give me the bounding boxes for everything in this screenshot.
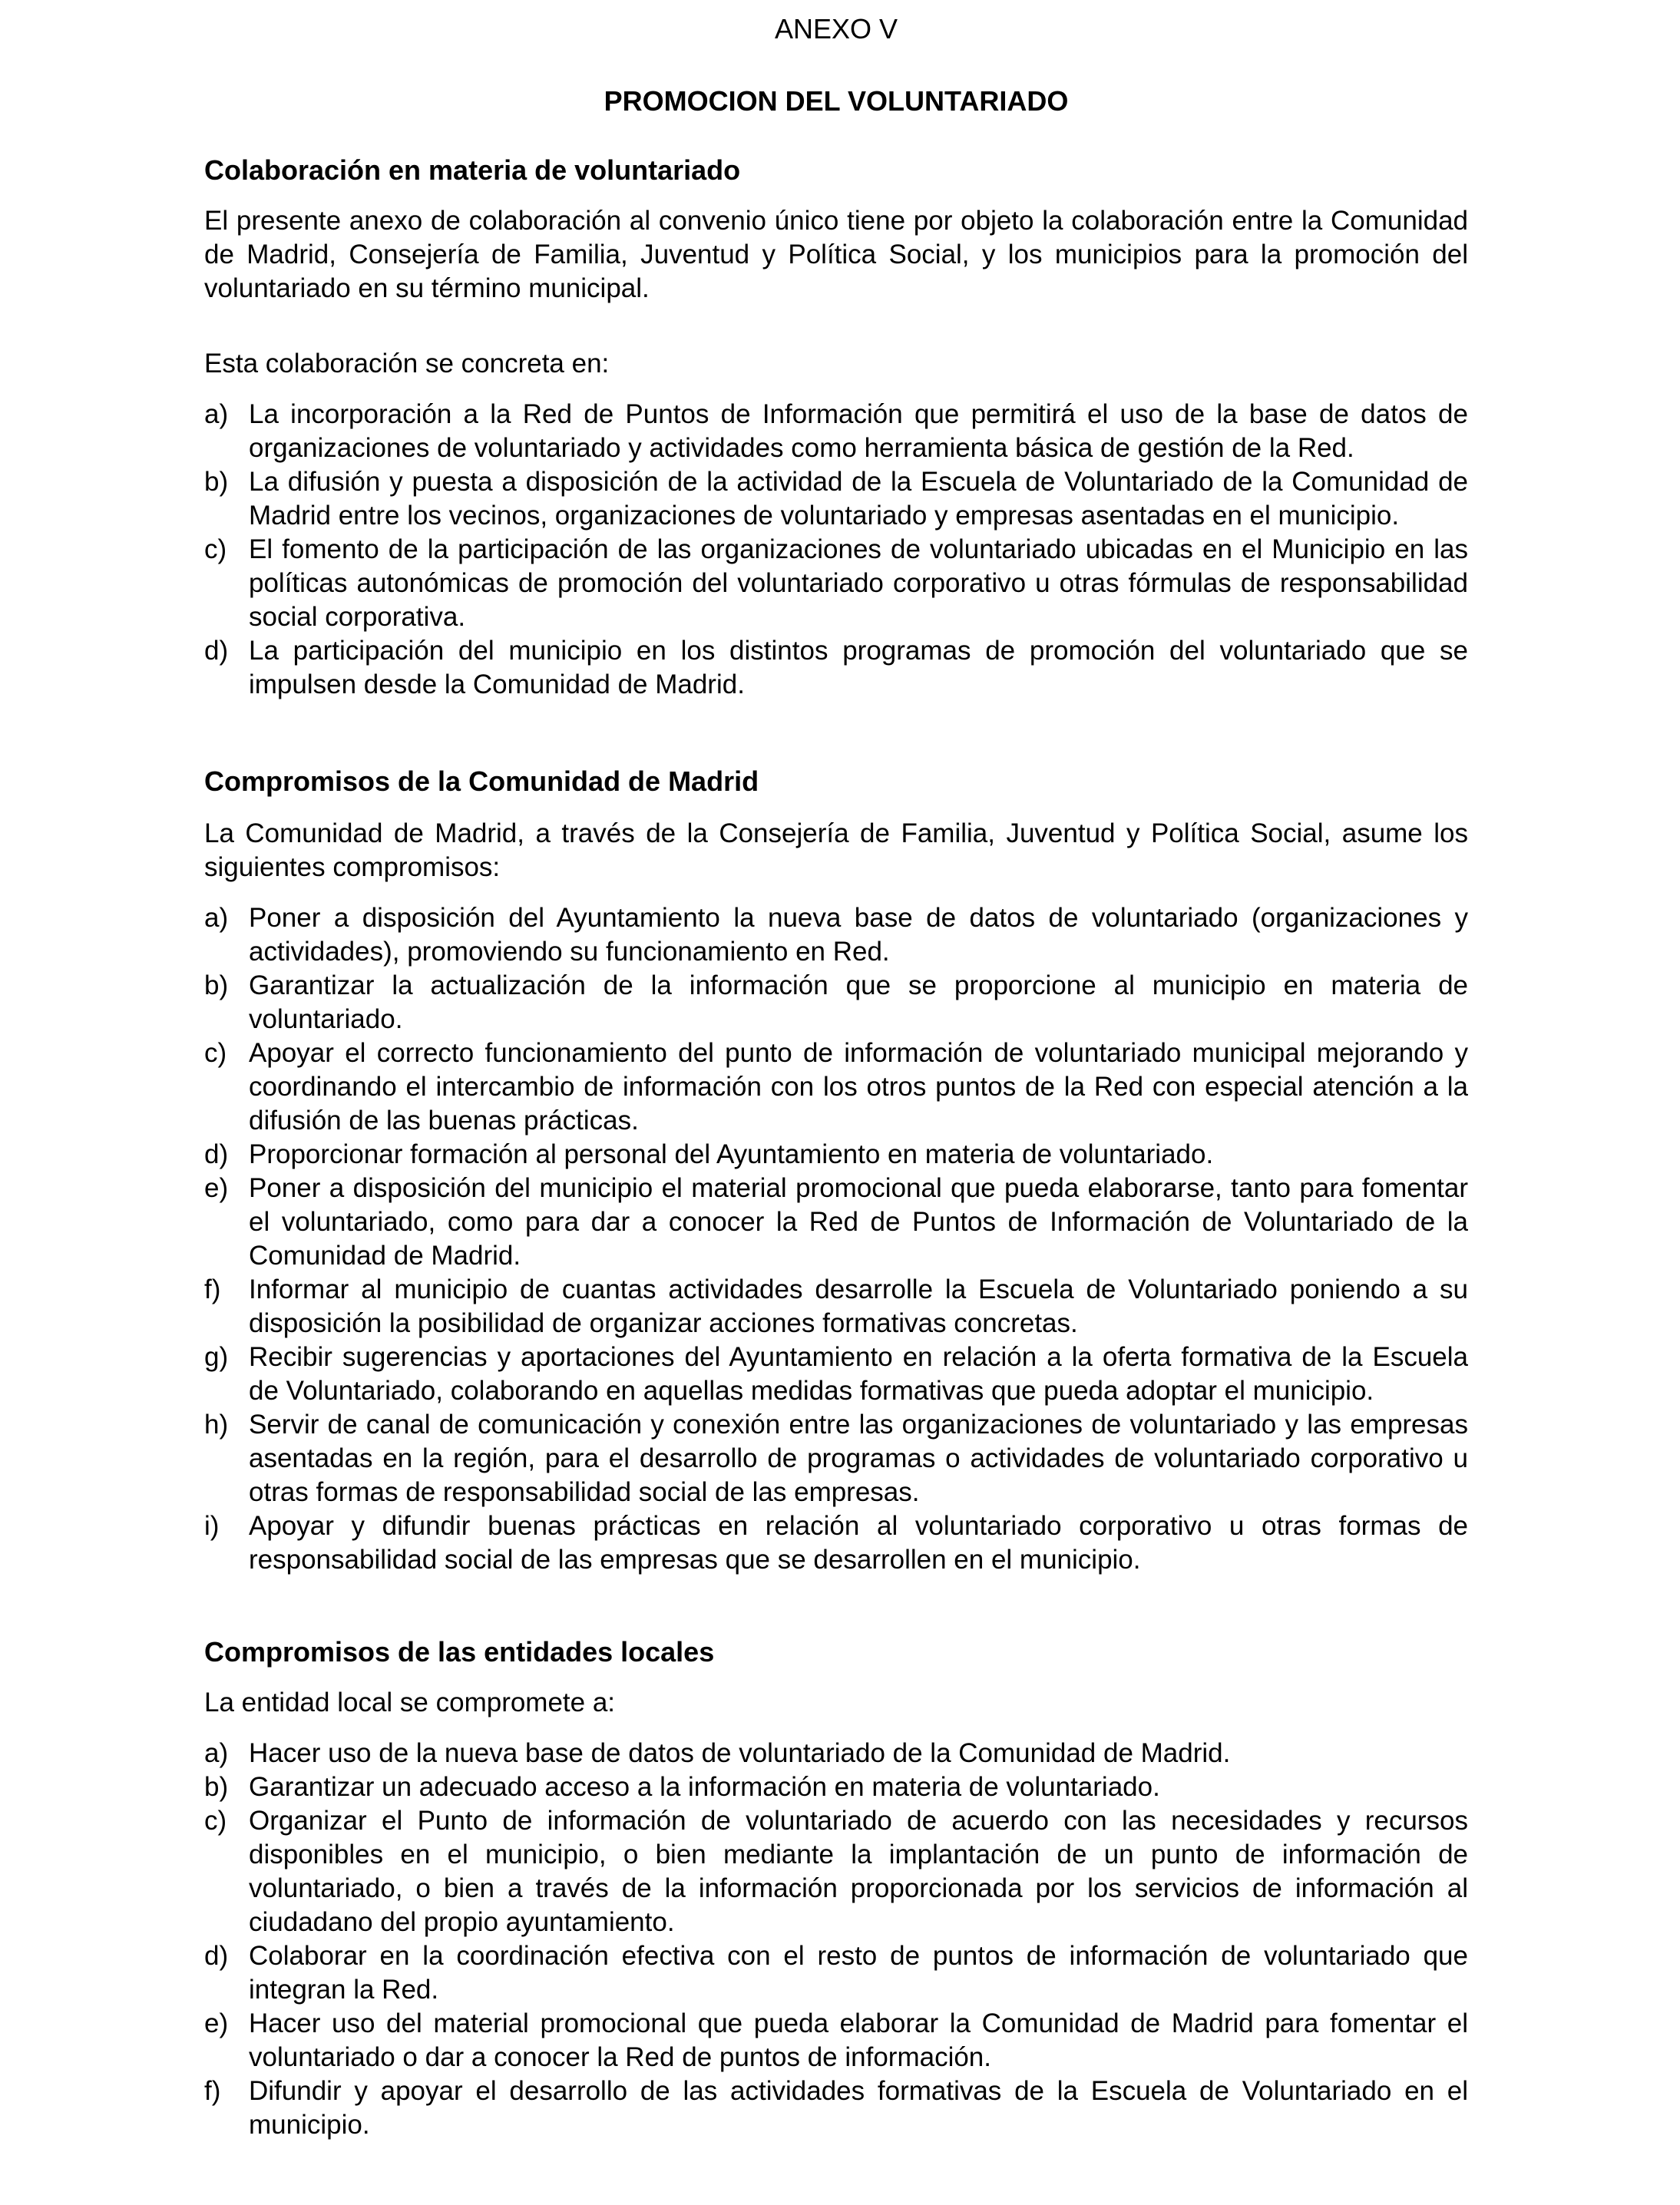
list-marker: g): [204, 1342, 229, 1372]
list-marker: b): [204, 467, 229, 497]
list-marker: a): [204, 1738, 229, 1768]
section1-lead-paragraph: Esta colaboración se concreta en:: [204, 349, 610, 379]
main-title: PROMOCION DEL VOLUNTARIADO: [604, 85, 1069, 117]
list-item: [204, 1341, 1468, 1408]
list-item: [204, 1273, 1468, 1341]
list-marker: f): [204, 1274, 221, 1304]
list-text: Recibir sugerencias y aportaciones del Ayuntamiento en relación a la oferta formativa de la Escuela de Voluntariado, colaborando en aquellas medidas formativas que pueda adoptar el municipio.: [249, 1342, 1468, 1406]
list-item: [204, 465, 1468, 533]
list-text: Garantizar un adecuado acceso a la información en materia de voluntariado.: [249, 1772, 1160, 1802]
section3-list: [204, 1737, 1468, 2142]
section-heading-colaboracion: Colaboración en materia de voluntariado: [204, 154, 741, 186]
list-text: Apoyar el correcto funcionamiento del punto de información de voluntariado municipal mejorando y coordinando el intercambio de información con los otros puntos de la Red con especial atención a la difusión de las buenas prácticas.: [249, 1038, 1468, 1136]
list-item: [204, 1138, 1468, 1172]
list-text: Servir de canal de comunicación y conexión entre las organizaciones de voluntariado y las empresas asentadas en la región, para el desarrollo de programas o actividades de voluntariado corporativo u otras formas de responsabilidad social de las empresas.: [249, 1410, 1468, 1507]
list-item: [204, 1939, 1468, 2007]
list-text: El fomento de la participación de las organizaciones de voluntariado ubicadas en el Municipio en las políticas autonómicas de promoción del voluntariado corporativo u otras fórmulas de responsabilidad social corporativa.: [249, 534, 1468, 632]
list-text: Hacer uso del material promocional que pueda elaborar la Comunidad de Madrid para fomentar el voluntariado o dar a conocer la Red de puntos de información.: [249, 2008, 1468, 2072]
list-marker: f): [204, 2076, 221, 2106]
list-text: Garantizar la actualización de la información que se proporcione al municipio en materia de voluntariado.: [249, 970, 1468, 1034]
list-marker: e): [204, 2008, 229, 2038]
list-item: [204, 2007, 1468, 2074]
list-marker: d): [204, 1941, 229, 1971]
list-item: [204, 1509, 1468, 1577]
list-item: [204, 533, 1468, 634]
section-heading-compromisos-entidades: Compromisos de las entidades locales: [204, 1636, 715, 1668]
section2-list: [204, 901, 1468, 1577]
list-text: Poner a disposición del municipio el material promocional que pueda elaborarse, tanto para fomentar el voluntariado, como para dar a conocer la Red de Puntos de Información de Voluntariado de la Comunidad de Madrid.: [249, 1173, 1468, 1271]
list-item: [204, 1737, 1468, 1770]
list-marker: h): [204, 1410, 229, 1440]
list-item: [204, 969, 1468, 1036]
list-marker: a): [204, 903, 229, 933]
list-text: Colaborar en la coordinación efectiva con el resto de puntos de información de voluntariado que integran la Red.: [249, 1941, 1468, 2005]
list-item: [204, 1804, 1468, 1939]
list-item: [204, 901, 1468, 969]
list-text: La incorporación a la Red de Puntos de Información que permitirá el uso de la base de datos de organizaciones de voluntariado y actividades como herramienta básica de gestión de la Red.: [249, 399, 1468, 463]
list-item: [204, 1036, 1468, 1138]
section2-intro-paragraph: La Comunidad de Madrid, a través de la Consejería de Familia, Juventud y Política Social, asume los siguientes compromisos:: [204, 818, 1468, 882]
list-item: [204, 398, 1468, 465]
list-marker: d): [204, 1139, 229, 1169]
annex-title: ANEXO V: [774, 13, 898, 45]
list-item: [204, 1770, 1468, 1804]
list-marker: i): [204, 1511, 220, 1541]
list-marker: a): [204, 399, 229, 429]
list-marker: e): [204, 1173, 229, 1203]
list-text: Informar al municipio de cuantas actividades desarrolle la Escuela de Voluntariado poniendo a su disposición la posibilidad de organizar acciones formativas concretas.: [249, 1274, 1468, 1338]
list-marker: b): [204, 970, 229, 1000]
list-marker: c): [204, 1806, 227, 1836]
list-text: Difundir y apoyar el desarrollo de las actividades formativas de la Escuela de Voluntariado en el municipio.: [249, 2076, 1468, 2140]
list-text: Organizar el Punto de información de voluntariado de acuerdo con las necesidades y recursos disponibles en el municipio, o bien mediante la implantación de un punto de información de voluntariado, o bien a través de la información proporcionada por los servicios de información al ciudadano del propio ayuntamiento.: [249, 1806, 1468, 1937]
list-text: La difusión y puesta a disposición de la actividad de la Escuela de Voluntariado de la Comunidad de Madrid entre los vecinos, organizaciones de voluntariado y empresas asentadas en el municipio.: [249, 467, 1468, 531]
section3-intro-paragraph: La entidad local se compromete a:: [204, 1688, 616, 1717]
list-text: Apoyar y difundir buenas prácticas en relación al voluntariado corporativo u otras formas de responsabilidad social de las empresas que se desarrollen en el municipio.: [249, 1511, 1468, 1575]
section1-intro-paragraph: El presente anexo de colaboración al convenio único tiene por objeto la colaboración entre la Comunidad de Madrid, Consejería de Familia, Juventud y Política Social, y los municipios para la promoción del voluntariado en su término municipal.: [204, 206, 1468, 303]
list-item: [204, 2074, 1468, 2142]
list-text: Poner a disposición del Ayuntamiento la nueva base de datos de voluntariado (organizaciones y actividades), promoviendo su funcionamiento en Red.: [249, 903, 1468, 967]
list-marker: b): [204, 1772, 229, 1802]
list-marker: c): [204, 534, 227, 564]
section1-list: [204, 398, 1468, 702]
list-text: Proporcionar formación al personal del Ayuntamiento en materia de voluntariado.: [249, 1139, 1214, 1169]
list-marker: c): [204, 1038, 227, 1068]
list-item: [204, 1172, 1468, 1273]
list-marker: d): [204, 636, 229, 666]
list-item: [204, 1408, 1468, 1509]
list-text: La participación del municipio en los distintos programas de promoción del voluntariado que se impulsen desde la Comunidad de Madrid.: [249, 636, 1468, 699]
list-text: Hacer uso de la nueva base de datos de voluntariado de la Comunidad de Madrid.: [249, 1738, 1231, 1768]
list-item: [204, 634, 1468, 702]
section-heading-compromisos-comunidad: Compromisos de la Comunidad de Madrid: [204, 765, 759, 797]
